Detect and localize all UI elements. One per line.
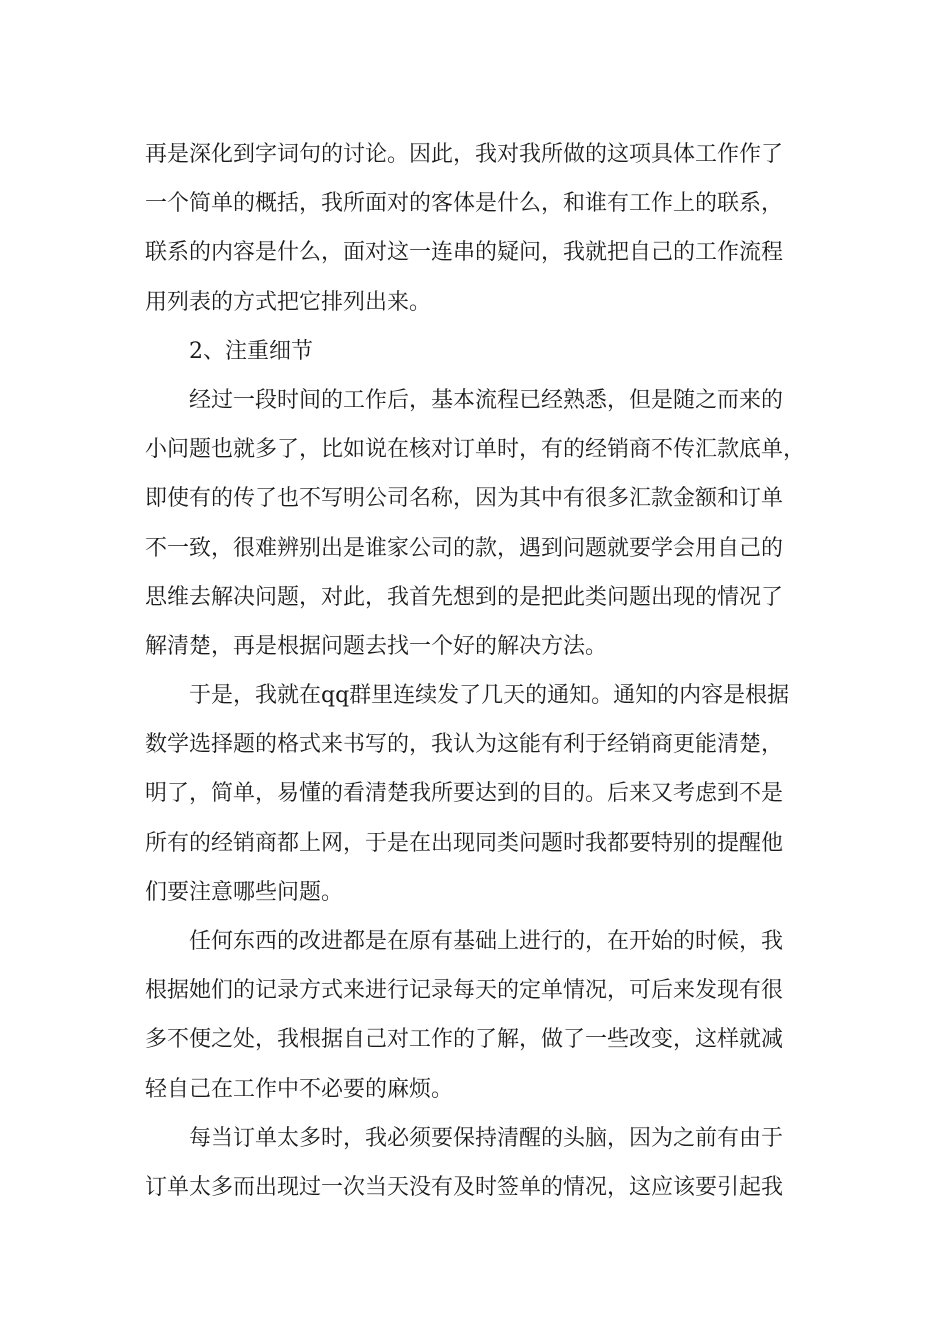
text-line: 即使有的传了也不写明公司名称，因为其中有很多汇款金额和订单 [145,486,784,512]
paragraph [145,327,815,376]
text-line: 每当订单太多时，我必须要保持清醒的头脑，因为之前有由于 [189,1125,784,1151]
text-line: 订单太多而出现过一次当天没有及时签单的情况，这应该要引起我 [145,1174,784,1200]
text-line: 所有的经销商都上网，于是在出现同类问题时我都要特别的提醒他 [145,830,784,856]
text-line: 小问题也就多了，比如说在核对订单时，有的经销商不传汇款底单， [145,437,806,463]
paragraph [145,917,815,1114]
text-line: 联系的内容是什么，面对这一连串的疑问，我就把自己的工作流程 [145,240,784,266]
text-line: 轻自己在工作中不必要的麻烦。 [145,1076,454,1102]
text-line: 多不便之处，我根据自己对工作的了解，做了一些改变，这样就减 [145,1027,784,1053]
text-line: 2、注重细节 [189,338,313,364]
text-line: 用列表的方式把它排列出来。 [145,289,432,315]
paragraph [145,130,815,327]
text-line: 思维去解决问题，对此，我首先想到的是把此类问题出现的情况了 [145,584,784,610]
text-line: 一个简单的概括，我所面对的客体是什么，和谁有工作上的联系， [145,191,784,217]
text-line: 任何东西的改进都是在原有基础上进行的，在开始的时候，我 [189,929,784,954]
paragraph [145,671,815,917]
text-line: 们要注意哪些问题。 [145,879,344,905]
text-line: 再是深化到字词句的讨论。因此，我对我所做的这项具体工作作了 [145,142,784,167]
text-line: 经过一段时间的工作后，基本流程已经熟悉，但是随之而来的 [189,387,784,413]
document-body [145,130,815,1212]
text-line: 不一致，很难辨别出是谁家公司的款，遇到问题就要学会用自己的 [145,535,784,561]
text-line: 解清楚，再是根据问题去找一个好的解决方法。 [145,633,608,659]
text-line: 明了，简单，易懂的看清楚我所要达到的目的。后来又考虑到不是 [145,781,784,807]
text-line: 数学选择题的格式来书写的，我认为这能有利于经销商更能清楚， [145,732,784,758]
paragraph [145,376,815,671]
text-line: 根据她们的记录方式来进行记录每天的定单情况，可后来发现有很 [145,978,784,1004]
text-line: 于是，我就在qq群里连续发了几天的通知。通知的内容是根据 [189,683,790,709]
paragraph [145,1114,815,1212]
